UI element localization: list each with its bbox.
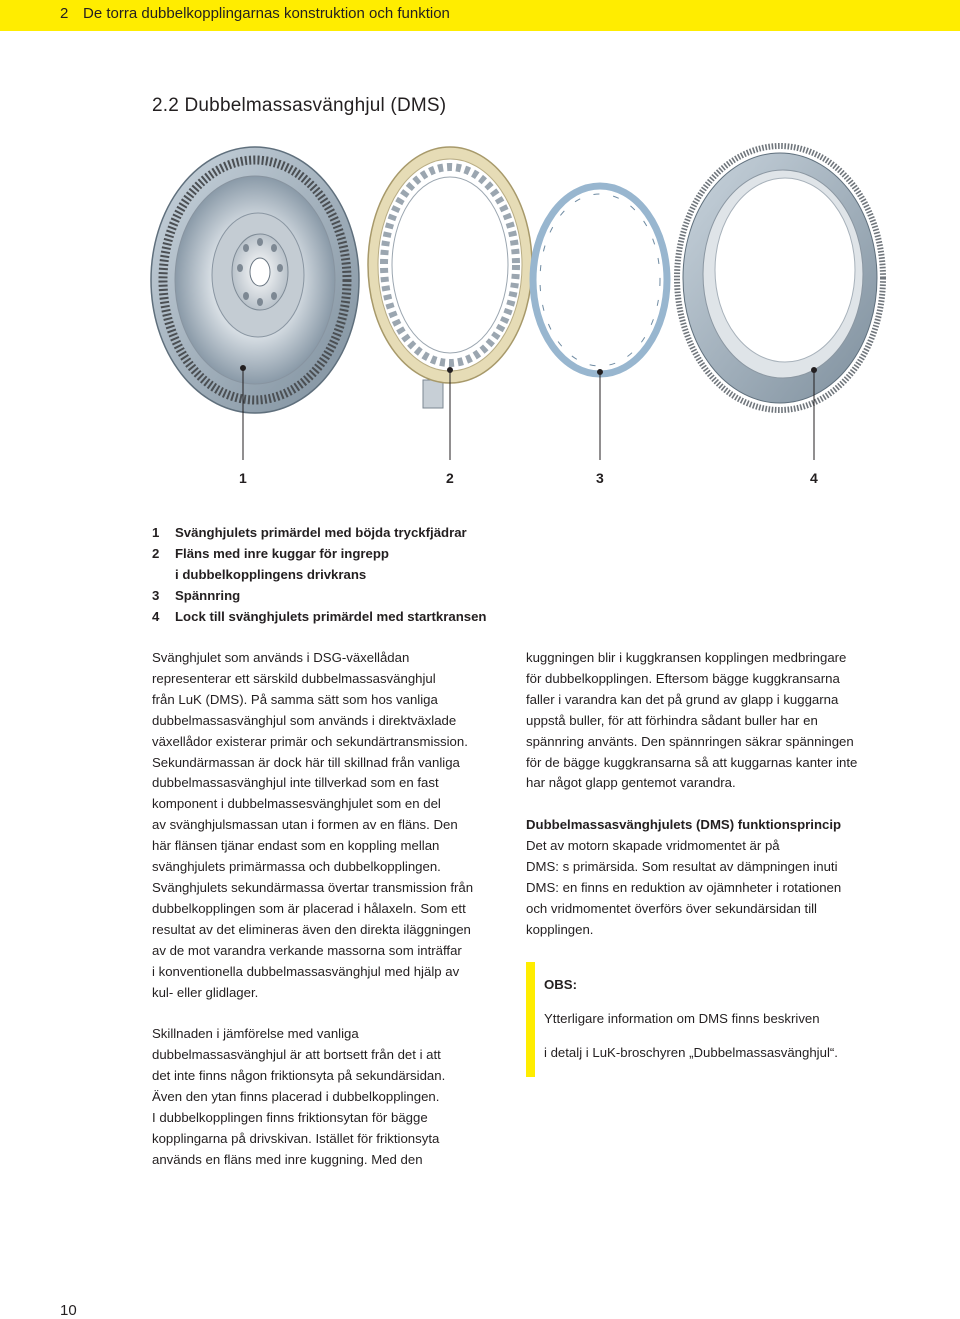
text-line: dubbelmassasvänghjul inte tillverkad som en fast [152, 775, 439, 791]
legend-item [152, 543, 486, 564]
text-line: svänghjulets primärmassa och dubbelkopplingen. [152, 859, 441, 875]
text-line: i konventionella dubbelmassasvänghjul med hjälp av [152, 963, 460, 979]
legend-text: Lock till svänghjulets primärdel med startkransen [175, 609, 487, 624]
legend-number: 2 [152, 546, 160, 561]
chapter-title: De torra dubbelkopplingarnas konstruktion och funktion [83, 5, 450, 22]
text-line: och vridmomentet överförs över sekundärsidan till [526, 900, 817, 916]
legend-number: 4 [152, 609, 160, 624]
text-line: representerar ett särskild dubbelmassasvänghjul [152, 670, 436, 686]
chapter-number: 2 [60, 5, 69, 22]
legend-text: i dubbelkopplingens drivkrans [175, 567, 367, 582]
note-label: OBS: [544, 977, 577, 993]
text-line: växellådor existerar primär och sekundärtransmission. [152, 733, 468, 749]
page-number: 10 [60, 1302, 77, 1319]
text-line: Svänghjulets sekundärmassa övertar transmission från [152, 879, 474, 895]
callout-2: 2 [446, 470, 454, 486]
paragraph [526, 648, 896, 794]
primary-flywheel [151, 147, 359, 413]
legend-number: 1 [152, 525, 160, 540]
text-line: kopplingarna på drivskivan. Istället för friktionsyta [152, 1130, 440, 1146]
text-line: för dubbelkopplingen. Eftersom bägge kuggkransarna [526, 670, 840, 686]
legend-item [152, 606, 486, 627]
legend-text: Svänghjulets primärdel med böjda tryckfjädrar [175, 525, 467, 540]
text-line: det inte finns någon friktionsyta på sekundärsidan. [152, 1068, 446, 1084]
text-line: för de bägge kuggkransarna så att kuggarnas kanter inte [526, 754, 858, 770]
callout-3: 3 [596, 470, 604, 486]
text-line: I dubbelkopplingen finns friktionsytan för bägge [152, 1109, 428, 1125]
cover-starter-ring [677, 146, 883, 410]
callout-1: 1 [239, 470, 247, 486]
text-line: DMS: s primärsida. Som resultat av dämpningen inuti [526, 859, 838, 875]
text-line: Skillnaden i jämförelse med vanliga [152, 1026, 359, 1042]
chapter-header-bar [0, 0, 960, 31]
note-text [544, 1009, 914, 1064]
text-line: uppstå buller, för att förhindra sådant buller har en [526, 712, 818, 728]
text-line: används en fläns med inre kuggning. Med den [152, 1151, 423, 1167]
paragraph [152, 1024, 512, 1170]
body-column-left [152, 648, 512, 1171]
text-line: kuggningen blir i kuggkransen kopplingen medbringare [526, 650, 847, 665]
legend-item [152, 564, 486, 585]
legend-text: Spännring [175, 588, 241, 603]
legend-number: 3 [152, 588, 160, 603]
text-line: kopplingen. [526, 921, 594, 937]
callout-4: 4 [810, 470, 818, 486]
legend-number [152, 564, 175, 585]
text-line: spännring använts. Den spännringen säkrar spänningen [526, 733, 854, 749]
text-line: kul- eller glidlager. [152, 984, 259, 1000]
legend-item [152, 522, 486, 543]
dms-exploded-figure [140, 140, 900, 500]
text-line: Det av motorn skapade vridmomentet är på [526, 838, 780, 854]
figure-legend [152, 522, 486, 627]
subheading: Dubbelmassasvänghjulets (DMS) funktionsprincip [526, 817, 842, 833]
text-line: Ytterligare information om DMS finns beskriven [544, 1011, 820, 1027]
paragraph [526, 836, 896, 941]
legend-text: Fläns med inre kuggar för ingrepp [175, 546, 389, 561]
text-line: resultat av det elimineras även den direkta iläggningen [152, 921, 471, 937]
text-line: dubbelkopplingen som är placerad i hålaxeln. Som ett [152, 900, 466, 916]
text-line: Även den ytan finns placerad i dubbelkopplingen. [152, 1089, 440, 1105]
text-line: faller i varandra kan det på grund av glapp i kuggarna [526, 691, 839, 707]
text-line: DMS: en finns en reduktion av ojämnheter i rotationen [526, 879, 842, 895]
text-line: i detalj i LuK-broschyren „Dubbelmassasvänghjul“. [544, 1045, 838, 1061]
text-line: komponent i dubbelmassesvänghjulet som en del [152, 796, 441, 812]
text-line: av svänghjulsmassan utan i formen av en fläns. Den [152, 817, 458, 833]
body-column-right [526, 648, 896, 941]
note-box [526, 962, 914, 1077]
text-line: här flänsen tjänar endast som en koppling mellan [152, 838, 440, 854]
paragraph [152, 648, 512, 1003]
text-line: av de mot varandra verkande massorna som inträffar [152, 942, 462, 958]
section-title: 2.2 Dubbelmassasvänghjul (DMS) [152, 95, 447, 116]
text-line: Sekundärmassan är dock här till skillnad från vanliga [152, 754, 460, 770]
text-line: dubbelmassasvänghjul är att bortsett från det i att [152, 1047, 441, 1063]
tension-ring [533, 186, 667, 374]
text-line: Svänghjulet som används i DSG-växellådan [152, 650, 410, 665]
text-line: från LuK (DMS). På samma sätt som hos vanliga [152, 691, 438, 707]
text-line: dubbelmassasvänghjul som används i direktväxlade [152, 712, 457, 728]
text-line: har något glapp gentemot varandra. [526, 775, 736, 791]
legend-item [152, 585, 486, 606]
